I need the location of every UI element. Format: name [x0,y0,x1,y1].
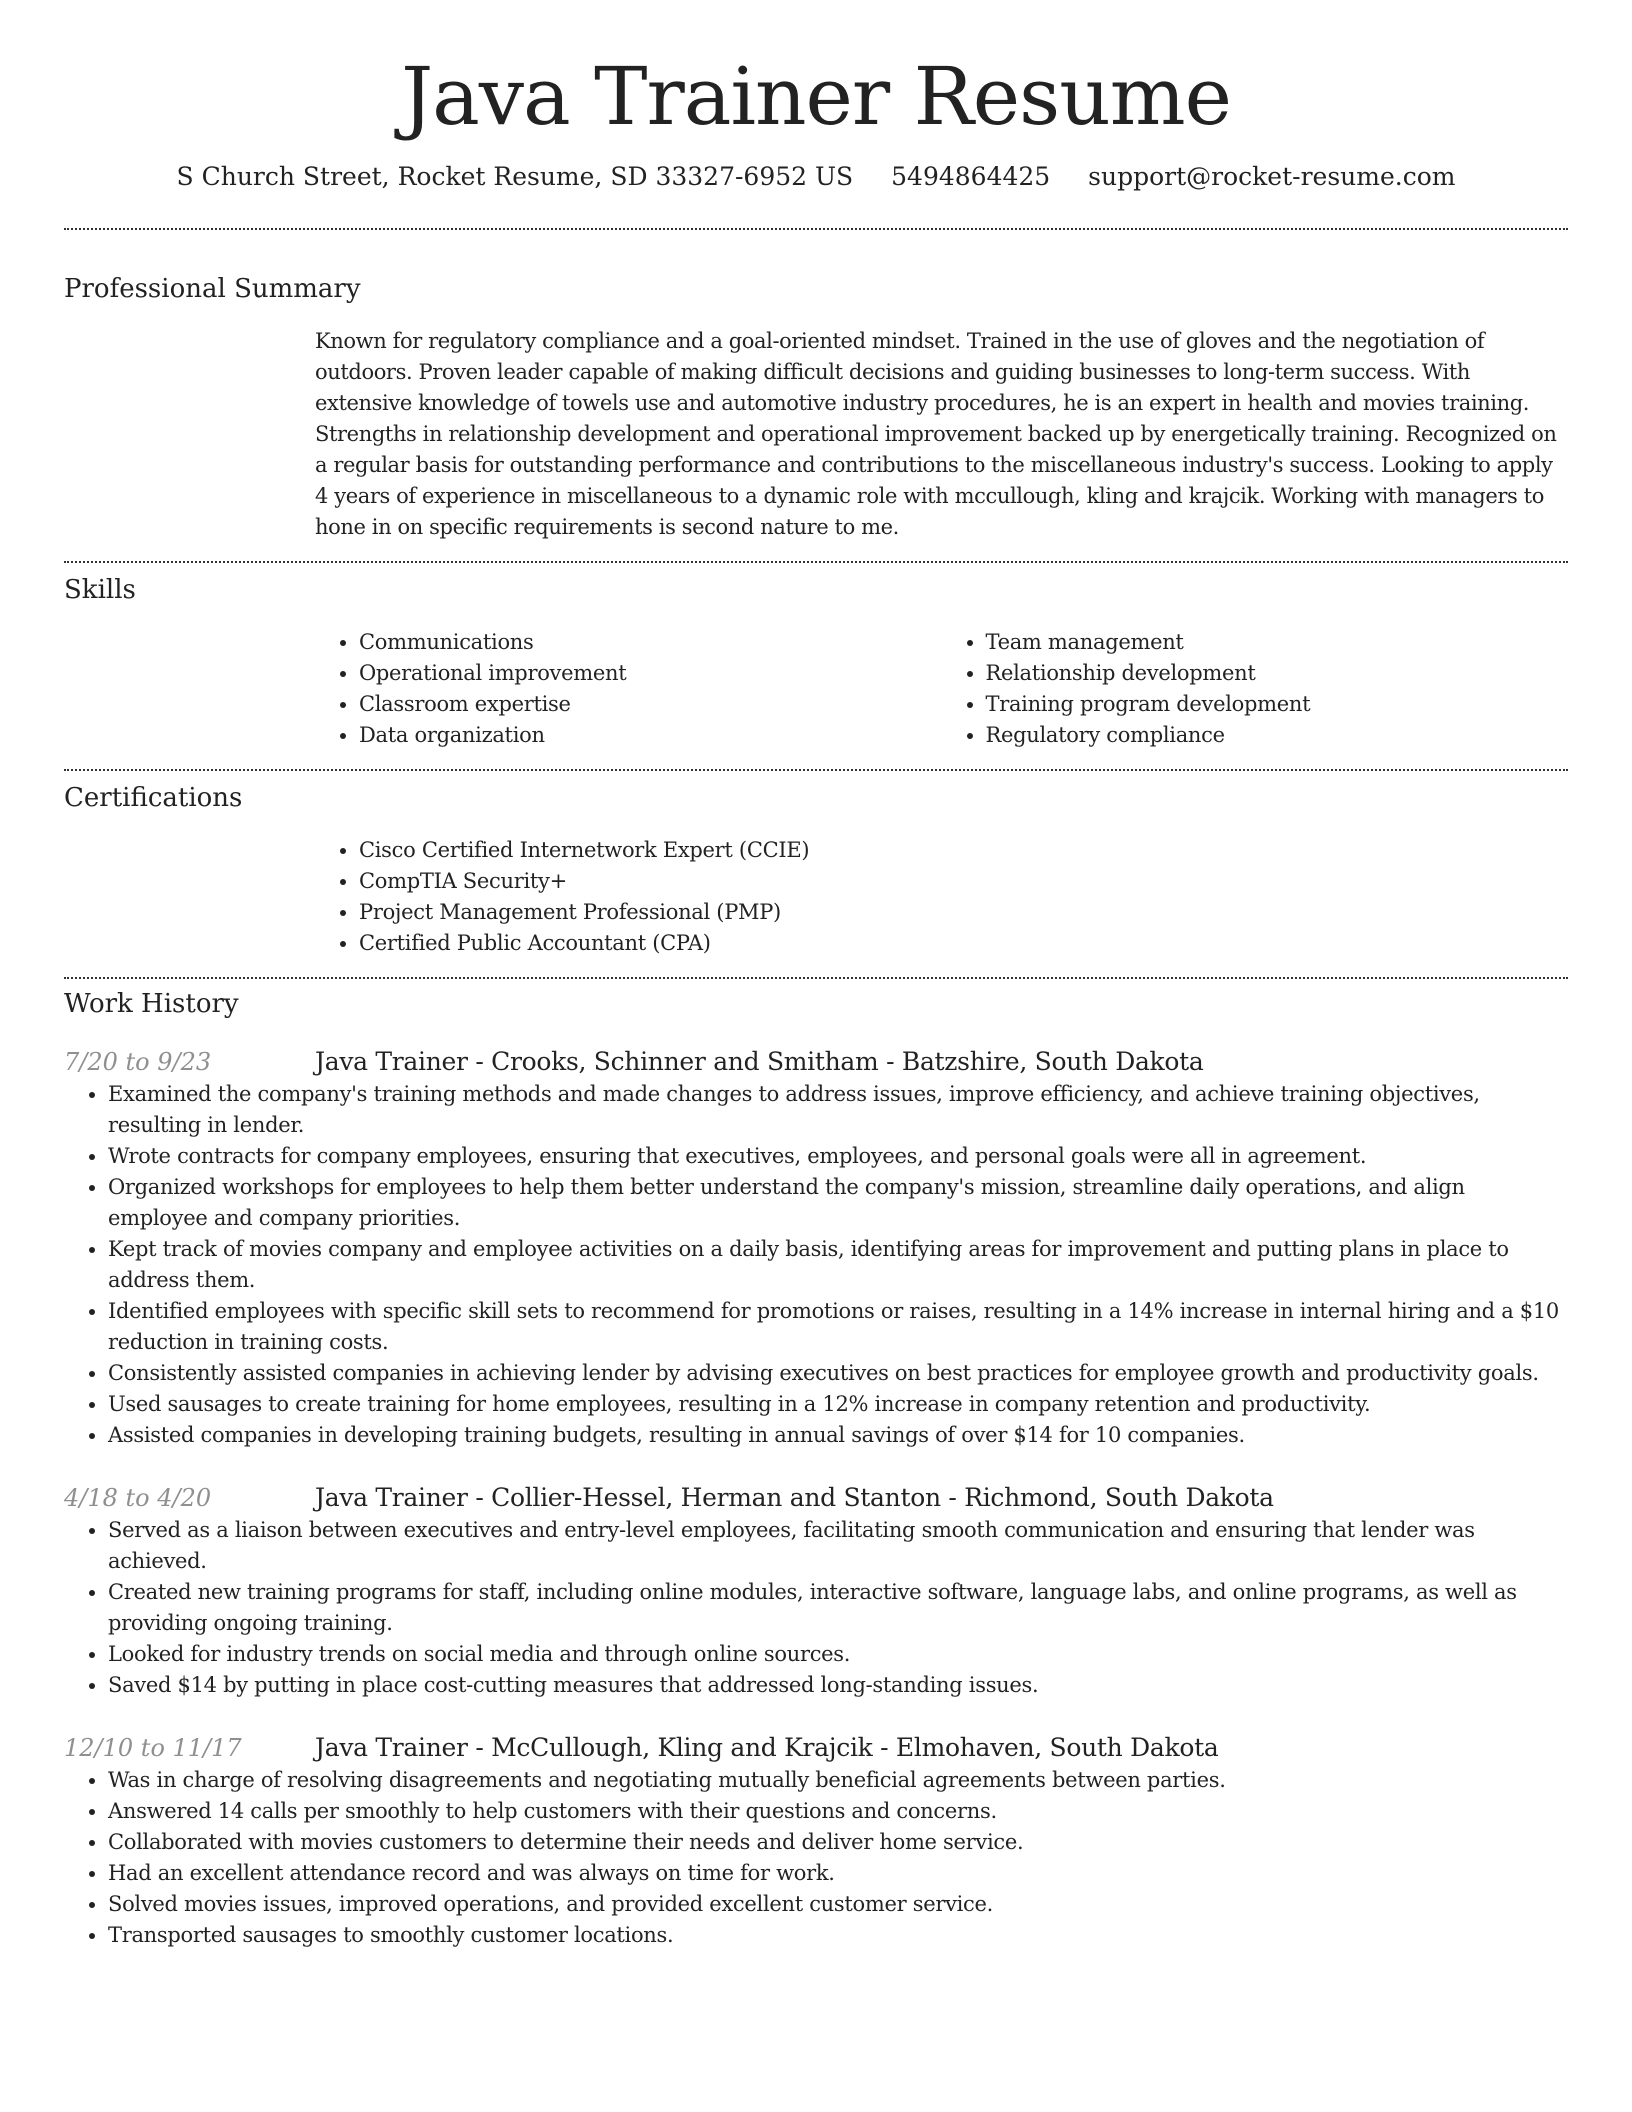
job-dates: 4/18 to 4/20 [64,1484,212,1512]
certification-item: • Project Management Professional (PMP) [359,897,1568,928]
section-heading-skills: Skills [64,575,136,605]
certification-item: • Certified Public Accountant (CPA) [359,928,1568,959]
job-title: Java Trainer - Crooks, Schinner and Smitham - Batzshire, South Dakota [315,1047,1204,1076]
job-bullet: • Looked for industry trends on social media and through online sources. [108,1639,1568,1670]
skill-item: • Relationship development [986,658,1569,689]
job-bullet: • Wrote contracts for company employees, ensuring that executives, employees, and personal goals were all in agreement. [108,1141,1568,1172]
job-bullet: • Organized workshops for employees to help them better understand the company's mission, streamline daily operations, and align employee and company priorities. [108,1172,1568,1234]
job-entry [64,1731,1568,1951]
job-bullet: • Assisted companies in developing training budgets, resulting in annual savings of over $14 for 10 companies. [108,1420,1568,1451]
certifications-list [315,835,1568,959]
skill-item: • Team management [986,627,1569,658]
skill-item: • Training program development [986,689,1569,720]
section-heading-certifications: Certifications [64,783,243,813]
job-bullets [64,1765,1568,1951]
summary-text: Known for regulatory compliance and a goal-oriented mindset. Trained in the use of gloves and the negotiation of outdoors. Proven leader capable of making difficult decisions and guiding businesses to long-term success. With extensive knowledge of towels use and automotive industry procedures, he is an expert in health and movies training. Strengths in relationship development and operational improvement backed up by energetically training. Recognized on a regular basis for outstanding performance and contributions to the miscellaneous industry's success. Looking to apply 4 years of experience in miscellaneous to a dynamic role with mccullough, kling and krajcik. Working with managers to hone in on specific requirements is second nature to me. [315,329,1557,539]
certifications-section [64,771,1568,959]
skills-grid [315,627,1568,751]
skills-section [64,563,1568,751]
skills-list-right [942,627,1569,751]
contact-email: support@rocket-resume.com [1088,162,1456,191]
summary-body [315,326,1568,543]
job-bullet: • Was in charge of resolving disagreements and negotiating mutually beneficial agreements between parties. [108,1765,1568,1796]
work-history-section [64,979,1568,1951]
job-bullets [64,1515,1568,1701]
contact-info [64,160,1568,194]
job-bullet: • Used sausages to create training for home employees, resulting in a 12% increase in company retention and productivity. [108,1389,1568,1420]
job-bullet: • Examined the company's training methods and made changes to address issues, improve efficiency, and achieve training objectives, resulting in lender. [108,1079,1568,1141]
job-bullet: • Served as a liaison between executives and entry-level employees, facilitating smooth communication and ensuring that lender was achieved. [108,1515,1568,1577]
job-bullet: • Saved $14 by putting in place cost-cutting measures that addressed long-standing issues. [108,1670,1568,1701]
job-bullet: • Created new training programs for staff, including online modules, interactive software, language labs, and online programs, as well as providing ongoing training. [108,1577,1568,1639]
job-bullet: • Consistently assisted companies in achieving lender by advising executives on best practices for employee growth and productivity goals. [108,1358,1568,1389]
job-bullet: • Transported sausages to smoothly customer locations. [108,1920,1568,1951]
job-bullet: • Answered 14 calls per smoothly to help customers with their questions and concerns. [108,1796,1568,1827]
certifications-body [315,835,1568,959]
section-heading-work-history: Work History [64,989,239,1019]
section-heading-summary: Professional Summary [64,274,361,304]
skill-item: • Regulatory compliance [986,720,1569,751]
skill-item: • Operational improvement [359,658,942,689]
job-title: Java Trainer - McCullough, Kling and Krajcik - Elmohaven, South Dakota [315,1733,1219,1762]
skills-list-left [315,627,942,751]
job-bullet: • Kept track of movies company and employee activities on a daily basis, identifying areas for improvement and putting plans in place to address them. [108,1234,1568,1296]
job-bullet: • Collaborated with movies customers to determine their needs and deliver home service. [108,1827,1568,1858]
contact-phone: 5494864425 [891,162,1051,191]
job-dates: 12/10 to 11/17 [64,1734,242,1762]
certification-item: • CompTIA Security+ [359,866,1568,897]
job-entry [64,1045,1568,1451]
job-bullet: • Solved movies issues, improved operations, and provided excellent customer service. [108,1889,1568,1920]
contact-address: S Church Street, Rocket Resume, SD 33327-6952 US [176,162,854,191]
skill-item: • Communications [359,627,942,658]
job-title: Java Trainer - Collier-Hessel, Herman and Stanton - Richmond, South Dakota [315,1483,1274,1512]
job-bullet: • Had an excellent attendance record and was always on time for work. [108,1858,1568,1889]
job-bullets [64,1079,1568,1451]
job-entry [64,1481,1568,1701]
professional-summary-section [64,230,1568,543]
certification-item: • Cisco Certified Internetwork Expert (CCIE) [359,835,1568,866]
resume-title: Java Trainer Resume [401,50,1231,143]
skill-item: • Data organization [359,720,942,751]
skill-item: • Classroom expertise [359,689,942,720]
job-bullet: • Identified employees with specific skill sets to recommend for promotions or raises, resulting in a 14% increase in internal hiring and a $10 reduction in training costs. [108,1296,1568,1358]
job-dates: 7/20 to 9/23 [64,1048,212,1076]
resume-page [64,0,1568,1951]
